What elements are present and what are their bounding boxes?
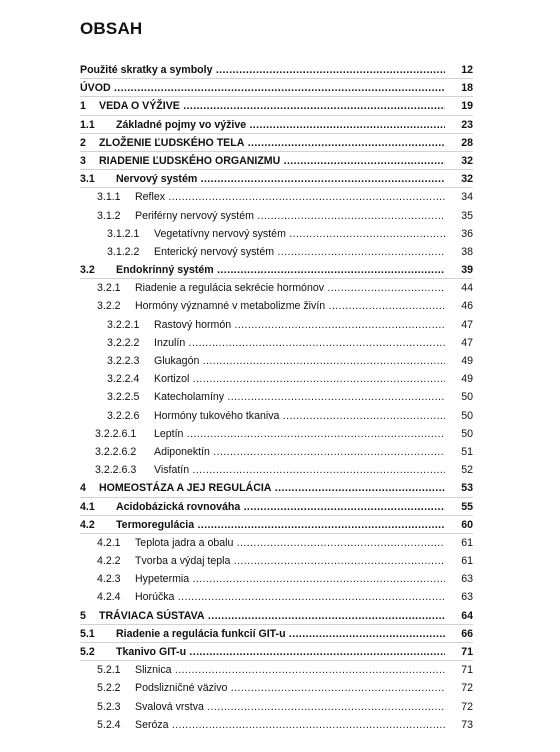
toc-entry-title: Hormóny významné v metabolizme živín ..... [135, 297, 445, 315]
toc-entry-title: Použité skratky a symboly ..... [80, 61, 445, 79]
toc-entry-number: 4.2.1 [97, 536, 121, 549]
toc-entry-number: 3.1 [80, 173, 95, 186]
toc-entry[interactable] [80, 516, 473, 534]
toc-entry[interactable] [80, 334, 473, 352]
toc-entry[interactable] [80, 207, 473, 225]
toc-entry-page: 36 [461, 227, 473, 240]
toc-entry-number: 3.2.2 [97, 300, 121, 313]
toc-entry-page: 49 [461, 373, 473, 386]
toc-entry-title: Hypetermia ..... [135, 570, 445, 588]
toc-entry-title: Horúčka ..... [135, 588, 445, 606]
toc-entry-page: 19 [461, 100, 473, 113]
toc-entry-page: 61 [461, 536, 473, 549]
toc-entry-title: Endokrinný systém ..... [116, 261, 445, 279]
toc-entry-page: 50 [461, 427, 473, 440]
toc-entry-page: 47 [461, 318, 473, 331]
toc-entry[interactable] [80, 716, 473, 734]
toc-entry-page: 12 [461, 64, 473, 76]
toc-entry-number: 3.2.2.4 [107, 373, 140, 386]
toc-entry-number: 4.2.3 [97, 573, 121, 586]
toc-entry-number: 1 [80, 100, 86, 113]
toc-entry-number: 2 [80, 136, 86, 149]
toc-entry[interactable] [80, 498, 473, 516]
toc-entry-title: Reflex ..... [135, 188, 445, 206]
toc-entry-number: 5.2.2 [97, 682, 121, 695]
toc-entry-title: Rastový hormón ..... [154, 316, 445, 334]
toc-entry-title: Riadenie a regulácia sekrécie hormónov ..... [135, 279, 445, 297]
toc-entry[interactable] [80, 61, 473, 79]
toc-entry[interactable] [80, 661, 473, 679]
toc-entry[interactable] [80, 243, 473, 261]
toc-entry[interactable] [80, 479, 473, 497]
toc-entry-page: 52 [461, 464, 473, 477]
toc-entry-page: 73 [461, 718, 473, 731]
toc-entry-title: Visfatín ..... [154, 461, 445, 479]
toc-entry-page: 60 [461, 518, 473, 531]
toc-entry-title: Sliznica ..... [135, 661, 445, 679]
toc-entry-title: Nervový systém ..... [116, 170, 445, 188]
toc-entry[interactable] [80, 97, 473, 115]
toc-entry[interactable] [80, 407, 473, 425]
toc-entry[interactable] [80, 370, 473, 388]
toc-entry[interactable] [80, 261, 473, 279]
toc-entry-title: Podslizničné väzivo ..... [135, 679, 445, 697]
toc-entry-number: 3.2.1 [97, 282, 121, 295]
toc-entry-page: 34 [461, 191, 473, 204]
toc-entry-page: 50 [461, 409, 473, 422]
toc-entry-page: 18 [461, 82, 473, 95]
toc-entry[interactable] [80, 625, 473, 643]
toc-entry[interactable] [80, 279, 473, 297]
toc-entry-page: 61 [461, 555, 473, 568]
toc-entry[interactable] [80, 225, 473, 243]
toc-entry[interactable] [80, 116, 473, 134]
toc-entry[interactable] [80, 188, 473, 206]
toc-entry-title: Leptín ..... [154, 425, 445, 443]
toc-entry-page: 50 [461, 391, 473, 404]
toc-entry-number: 4.1 [80, 500, 95, 513]
toc-entry[interactable] [80, 443, 473, 461]
toc-entry-number: 3.2 [80, 264, 95, 277]
toc-entry-page: 66 [461, 627, 473, 640]
toc-entry-page: 28 [461, 136, 473, 149]
toc-entry-page: 47 [461, 336, 473, 349]
toc-entry-number: 5.2 [80, 646, 95, 658]
toc-entry-page: 23 [461, 118, 473, 131]
toc-entry-number: 3.2.2.6.3 [95, 464, 137, 477]
toc-entry-number: 3.2.2.1 [107, 318, 140, 331]
toc-entry[interactable] [80, 534, 473, 552]
toc-entry[interactable] [80, 134, 473, 152]
toc-entry-title: Inzulín ..... [154, 334, 445, 352]
toc-entry-title: RIADENIE ĽUDSKÉHO ORGANIZMU ..... [99, 152, 445, 170]
toc-entry-number: 5.2.3 [97, 700, 121, 713]
toc-entry-number: 3.1.2 [97, 209, 121, 222]
toc-entry-page: 63 [461, 573, 473, 586]
toc-entry-title: Základné pojmy vo výžive ..... [116, 116, 445, 134]
toc-entry[interactable] [80, 170, 473, 188]
toc-entry-page: 71 [461, 646, 473, 658]
toc-entry-title: Tvorba a výdaj tepla ..... [135, 552, 445, 570]
table-of-contents [80, 61, 473, 734]
toc-entry-number: 3.1.2.2 [107, 245, 140, 258]
toc-entry-number: 5.1 [80, 627, 95, 640]
toc-entry[interactable] [80, 570, 473, 588]
toc-entry-title: ZLOŽENIE ĽUDSKÉHO TELA ..... [99, 134, 445, 152]
toc-entry[interactable] [80, 425, 473, 443]
toc-entry-number: 3 [80, 154, 86, 167]
toc-entry-title: HOMEOSTÁZA A JEJ REGULÁCIA ..... [99, 479, 445, 497]
toc-entry-title: Seróza ..... [135, 716, 445, 734]
toc-entry-page: 39 [461, 264, 473, 277]
toc-entry-number: 4.2 [80, 518, 95, 531]
toc-entry-page: 63 [461, 591, 473, 604]
toc-entry-title: Svalová vrstva ..... [135, 698, 445, 716]
toc-entry-page: 51 [461, 445, 473, 458]
toc-entry-number: 3.1.2.1 [107, 227, 140, 240]
toc-entry-number: 3.2.2.2 [107, 336, 140, 349]
toc-entry-title: Enterický nervový systém ..... [154, 243, 445, 261]
toc-entry-title: Acidobázická rovnováha ..... [116, 498, 445, 516]
toc-entry[interactable] [80, 297, 473, 315]
toc-entry-title: VEDA O VÝŽIVE ..... [99, 97, 445, 115]
toc-entry-title: Tkanivo GIT-u ..... [116, 643, 445, 661]
toc-entry-page: 32 [461, 173, 473, 186]
toc-entry[interactable] [80, 552, 473, 570]
toc-entry-page: 32 [461, 154, 473, 167]
toc-entry-number: 1.1 [80, 118, 95, 131]
toc-entry[interactable] [80, 461, 473, 479]
toc-entry-title: Kortizol ..... [154, 370, 445, 388]
toc-entry-title: TRÁVIACA SÚSTAVA ..... [99, 607, 445, 625]
toc-entry-page: 44 [461, 282, 473, 295]
toc-entry-page: 38 [461, 245, 473, 258]
toc-entry-number: 4.2.4 [97, 591, 121, 604]
toc-entry-page: 72 [461, 700, 473, 713]
toc-entry-title: Adiponektín ..... [154, 443, 445, 461]
toc-entry-number: 3.2.2.6.2 [95, 445, 137, 458]
toc-entry-title: Termoregulácia ..... [116, 516, 445, 534]
toc-entry-title: ÚVOD ..... [80, 79, 445, 97]
toc-entry-page: 53 [461, 482, 473, 495]
toc-entry-number: 3.2.2.6.1 [95, 427, 137, 440]
toc-entry-number: 5.2.1 [97, 664, 121, 677]
toc-entry-number: 3.1.1 [97, 191, 121, 204]
toc-entry-title: Glukagón ..... [154, 352, 445, 370]
toc-entry-title: Vegetatívny nervový systém ..... [154, 225, 445, 243]
toc-entry-page: 64 [461, 609, 473, 622]
toc-entry-title: Periférny nervový systém ..... [135, 207, 445, 225]
toc-entry-number: 3.2.2.3 [107, 355, 140, 367]
toc-entry-page: 49 [461, 355, 473, 367]
toc-entry[interactable] [80, 152, 473, 170]
toc-entry-page: 55 [461, 500, 473, 513]
toc-entry-number: 3.2.2.5 [107, 391, 140, 404]
toc-entry-page: 72 [461, 682, 473, 695]
toc-entry[interactable] [80, 316, 473, 334]
toc-entry[interactable] [80, 643, 473, 661]
toc-entry-title: Katecholamíny ..... [154, 388, 445, 406]
toc-entry[interactable] [80, 588, 473, 606]
toc-entry-page: 71 [461, 664, 473, 677]
toc-entry-page: 46 [461, 300, 473, 313]
toc-entry[interactable] [80, 679, 473, 697]
toc-entry-number: 4.2.2 [97, 555, 121, 568]
page-title: OBSAH [80, 19, 143, 38]
toc-entry-title: Riadenie a regulácia funkcií GIT-u ..... [116, 625, 445, 643]
toc-entry-title: Teplota jadra a obalu ..... [135, 534, 445, 552]
toc-entry-number: 5 [80, 609, 86, 622]
toc-entry-number: 3.2.2.6 [107, 409, 140, 422]
toc-entry[interactable] [80, 607, 473, 625]
toc-entry-title: Hormóny tukového tkaniva ..... [154, 407, 445, 425]
toc-entry-number: 4 [80, 482, 86, 495]
toc-entry-page: 35 [461, 209, 473, 222]
toc-entry[interactable] [80, 698, 473, 716]
toc-entry[interactable] [80, 352, 473, 370]
toc-entry[interactable] [80, 388, 473, 406]
toc-entry[interactable] [80, 79, 473, 97]
toc-entry-number: 5.2.4 [97, 718, 121, 731]
